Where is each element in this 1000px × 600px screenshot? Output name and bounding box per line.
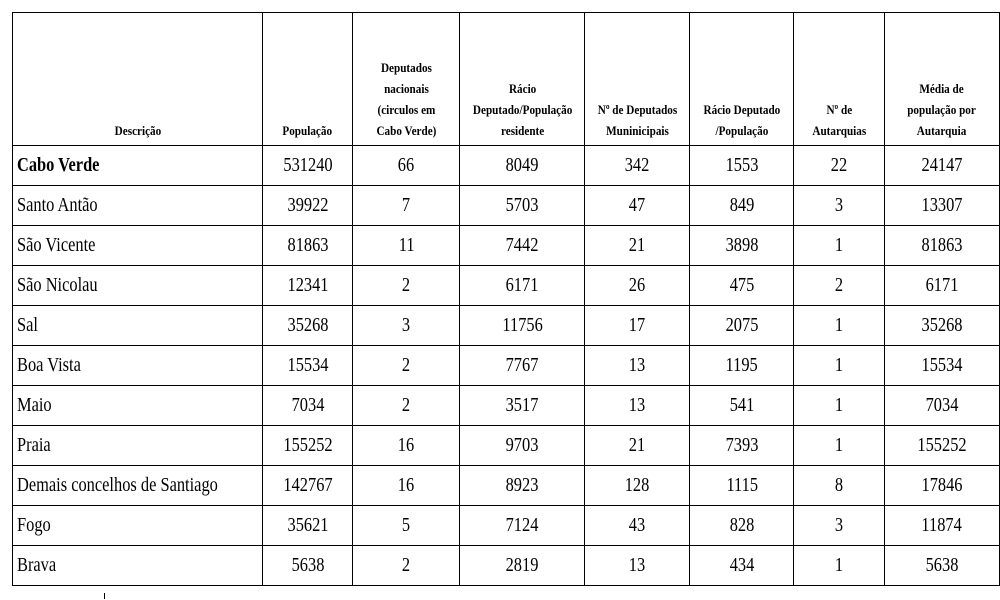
cell-value: 1 [834, 394, 844, 416]
row-label: Maio [17, 394, 52, 416]
value-cell-media-pop-autarquia [884, 506, 999, 546]
row-label: Fogo [17, 514, 51, 536]
cell-value: 8923 [505, 474, 539, 496]
value-cell-populacao [262, 226, 352, 266]
cell-value: 1553 [725, 154, 759, 176]
column-header-line: Nº de [826, 102, 852, 117]
cell-value: 26 [629, 274, 646, 296]
value-cell-deputados-municipais [585, 426, 690, 466]
cell-value: 2 [402, 554, 411, 576]
value-cell-racio-dep-pop [460, 266, 585, 306]
cell-value: 39922 [287, 194, 329, 216]
row-label-cell [13, 546, 263, 586]
row-label-cell [13, 466, 263, 506]
table-row [13, 266, 1000, 306]
cell-value: 13307 [921, 194, 963, 216]
value-cell-media-pop-autarquia [884, 466, 999, 506]
cell-value: 5703 [505, 194, 539, 216]
table-row [13, 146, 1000, 186]
cell-value: 7034 [925, 394, 959, 416]
value-cell-deputados-nacionais [353, 506, 460, 546]
cell-value: 849 [729, 194, 755, 216]
value-cell-racio-dep-pop [460, 426, 585, 466]
cell-value: 81863 [287, 234, 329, 256]
table-row [13, 426, 1000, 466]
value-cell-media-pop-autarquia [884, 306, 999, 346]
cell-value: 12341 [287, 274, 329, 296]
value-cell-deputados-municipais [585, 266, 690, 306]
table-body [13, 146, 1000, 586]
row-label-cell [13, 266, 263, 306]
cell-value: 3 [834, 514, 844, 536]
value-cell-deputados-nacionais [353, 186, 460, 226]
value-cell-deputados-municipais [585, 546, 690, 586]
cell-value: 3898 [725, 234, 759, 256]
table-row [13, 346, 1000, 386]
cell-value: 541 [729, 394, 755, 416]
cell-value: 1 [834, 234, 844, 256]
value-cell-autarquias [794, 186, 885, 226]
value-cell-racio-dep-pop [460, 346, 585, 386]
table-row [13, 186, 1000, 226]
value-cell-deputados-nacionais [353, 266, 460, 306]
cell-value: 15534 [921, 354, 963, 376]
cell-value: 5 [402, 514, 411, 536]
value-cell-racio-dep-pop [460, 386, 585, 426]
column-header-line: população por [907, 102, 977, 117]
column-header-line: Descrição [114, 123, 161, 138]
value-cell-autarquias [794, 386, 885, 426]
cell-value: 3517 [505, 394, 539, 416]
column-header-line: Deputados [380, 60, 432, 75]
column-header-line: nacionais [383, 81, 429, 96]
value-cell-populacao [262, 186, 352, 226]
cell-value: 434 [729, 554, 755, 576]
value-cell-racio-dep-pop [460, 226, 585, 266]
value-cell-populacao [262, 546, 352, 586]
value-cell-media-pop-autarquia [884, 386, 999, 426]
table-row [13, 306, 1000, 346]
cell-value: 1 [834, 554, 844, 576]
value-cell-populacao [262, 266, 352, 306]
cell-value: 5638 [291, 554, 325, 576]
row-label: Brava [17, 554, 57, 576]
row-label-cell [13, 226, 263, 266]
row-label: Boa Vista [17, 354, 81, 376]
column-header-line: Média de [919, 81, 965, 96]
cell-value: 17 [629, 314, 646, 336]
cell-value: 2819 [505, 554, 539, 576]
column-header-deputados-nacionais [360, 13, 452, 146]
value-cell-deputados-nacionais [353, 386, 460, 426]
value-cell-racio-deputado-pop [690, 146, 794, 186]
cell-value: 81863 [921, 234, 963, 256]
value-cell-racio-deputado-pop [690, 466, 794, 506]
cell-value: 2 [402, 274, 411, 296]
value-cell-racio-dep-pop [460, 306, 585, 346]
table-row [13, 506, 1000, 546]
cell-value: 35268 [921, 314, 963, 336]
cell-value: 13 [629, 394, 646, 416]
cell-value: 828 [729, 514, 755, 536]
cell-value: 8 [834, 474, 844, 496]
value-cell-racio-dep-pop [460, 546, 585, 586]
value-cell-deputados-nacionais [353, 146, 460, 186]
value-cell-autarquias [794, 466, 885, 506]
value-cell-autarquias [794, 546, 885, 586]
cell-value: 7767 [505, 354, 539, 376]
value-cell-deputados-municipais [585, 386, 690, 426]
cell-value: 342 [625, 154, 650, 176]
column-header-populacao [269, 13, 347, 146]
value-cell-media-pop-autarquia [884, 546, 999, 586]
row-label-cell [13, 346, 263, 386]
cell-value: 11874 [921, 514, 963, 536]
deputies-population-table [12, 12, 1000, 586]
table-row [13, 386, 1000, 426]
cell-value: 7124 [505, 514, 539, 536]
cell-value: 24147 [921, 154, 963, 176]
value-cell-racio-deputado-pop [690, 306, 794, 346]
cell-value: 531240 [283, 154, 333, 176]
column-header-deputados-municipais [592, 13, 682, 146]
value-cell-racio-deputado-pop [690, 546, 794, 586]
value-cell-racio-dep-pop [460, 186, 585, 226]
value-cell-deputados-nacionais [353, 306, 460, 346]
row-label: Demais concelhos de Santiago [17, 474, 218, 496]
value-cell-populacao [262, 506, 352, 546]
value-cell-deputados-municipais [585, 186, 690, 226]
cell-value: 1 [834, 434, 844, 456]
column-header-line: Cabo Verde) [376, 123, 437, 138]
cell-value: 155252 [917, 434, 967, 456]
header-row [13, 13, 1000, 146]
table-row [13, 466, 1000, 506]
table-row [13, 546, 1000, 586]
value-cell-deputados-municipais [585, 306, 690, 346]
cell-value: 47 [629, 194, 646, 216]
value-cell-racio-deputado-pop [690, 226, 794, 266]
column-header-racio-deputado-pop [697, 13, 786, 146]
value-cell-autarquias [794, 426, 885, 466]
cell-value: 3 [402, 314, 411, 336]
value-cell-autarquias [794, 266, 885, 306]
row-label: São Vicente [17, 234, 96, 256]
column-header-line: Deputado/População [472, 102, 573, 117]
row-label: São Nicolau [17, 274, 98, 296]
value-cell-populacao [262, 306, 352, 346]
cell-value: 5638 [925, 554, 959, 576]
value-cell-autarquias [794, 146, 885, 186]
cell-value: 1195 [725, 354, 758, 376]
cell-value: 2 [402, 354, 411, 376]
value-cell-deputados-municipais [585, 226, 690, 266]
value-cell-populacao [262, 426, 352, 466]
column-header-line: /População [715, 123, 769, 138]
value-cell-racio-deputado-pop [690, 426, 794, 466]
value-cell-deputados-nacionais [353, 426, 460, 466]
cell-value: 2075 [725, 314, 759, 336]
cell-value: 1115 [726, 474, 758, 496]
table-row [13, 226, 1000, 266]
cell-value: 21 [629, 234, 646, 256]
value-cell-autarquias [794, 226, 885, 266]
cell-value: 142767 [283, 474, 333, 496]
row-label-cell [13, 146, 263, 186]
value-cell-deputados-nacionais [353, 466, 460, 506]
value-cell-racio-deputado-pop [690, 346, 794, 386]
value-cell-racio-deputado-pop [690, 186, 794, 226]
column-header-descricao [30, 13, 245, 146]
column-header-line: Rácio [508, 81, 537, 96]
value-cell-populacao [262, 346, 352, 386]
cell-value: 1 [834, 354, 844, 376]
column-header-line: Rácio Deputado [703, 102, 781, 117]
column-header-line: Nº de Deputados [597, 102, 678, 117]
cell-value: 66 [398, 154, 415, 176]
cell-value: 15534 [287, 354, 329, 376]
value-cell-media-pop-autarquia [884, 266, 999, 306]
cell-value: 7393 [725, 434, 759, 456]
cell-value: 16 [398, 434, 415, 456]
value-cell-deputados-municipais [585, 346, 690, 386]
column-header-racio-dep-pop [469, 13, 577, 146]
column-header-line: Autarquia [917, 123, 967, 138]
cell-value: 7034 [291, 394, 325, 416]
cell-value: 17846 [921, 474, 963, 496]
column-header-line: Autarquias [812, 123, 867, 138]
cell-value: 35268 [287, 314, 329, 336]
value-cell-media-pop-autarquia [884, 186, 999, 226]
value-cell-deputados-municipais [585, 466, 690, 506]
value-cell-racio-deputado-pop [690, 506, 794, 546]
value-cell-deputados-nacionais [353, 226, 460, 266]
value-cell-racio-deputado-pop [690, 266, 794, 306]
value-cell-media-pop-autarquia [884, 226, 999, 266]
value-cell-autarquias [794, 346, 885, 386]
value-cell-racio-dep-pop [460, 506, 585, 546]
value-cell-autarquias [794, 306, 885, 346]
cell-value: 7 [402, 194, 411, 216]
cell-value: 43 [629, 514, 646, 536]
cell-value: 11756 [502, 314, 543, 336]
column-header-line: (circulos em [377, 102, 436, 117]
value-cell-media-pop-autarquia [884, 426, 999, 466]
cell-value: 8049 [505, 154, 539, 176]
cell-value: 3 [834, 194, 844, 216]
cell-value: 13 [629, 354, 646, 376]
cell-value: 21 [629, 434, 646, 456]
value-cell-populacao [262, 146, 352, 186]
value-cell-media-pop-autarquia [884, 346, 999, 386]
value-cell-deputados-municipais [585, 506, 690, 546]
row-label-cell [13, 306, 263, 346]
cell-value: 9703 [505, 434, 539, 456]
value-cell-racio-dep-pop [460, 466, 585, 506]
cell-value: 16 [398, 474, 415, 496]
row-label: Santo Antão [17, 194, 98, 216]
cell-value: 1 [834, 314, 844, 336]
data-table-sheet [12, 12, 1000, 586]
cell-value: 22 [830, 154, 848, 176]
cell-value: 475 [729, 274, 755, 296]
row-label: Praia [17, 434, 51, 456]
column-header-autarquias [800, 13, 878, 146]
row-label-cell [13, 386, 263, 426]
row-label-cell [13, 186, 263, 226]
value-cell-populacao [262, 466, 352, 506]
cell-value: 6171 [505, 274, 539, 296]
row-label: Cabo Verde [17, 154, 100, 176]
value-cell-deputados-municipais [585, 146, 690, 186]
row-label-cell [13, 506, 263, 546]
page-mark [104, 593, 105, 599]
cell-value: 155252 [283, 434, 333, 456]
row-label: Sal [17, 314, 38, 336]
column-header-line: residente [500, 123, 544, 138]
value-cell-populacao [262, 386, 352, 426]
cell-value: 11 [398, 234, 415, 256]
cell-value: 128 [625, 474, 650, 496]
value-cell-racio-deputado-pop [690, 386, 794, 426]
column-header-line: População [282, 123, 333, 138]
cell-value: 2 [834, 274, 844, 296]
cell-value: 6171 [925, 274, 959, 296]
cell-value: 35621 [287, 514, 329, 536]
cell-value: 2 [402, 394, 411, 416]
value-cell-deputados-nacionais [353, 546, 460, 586]
column-header-media-pop-autarquia [892, 13, 991, 146]
row-label-cell [13, 426, 263, 466]
cell-value: 7442 [505, 234, 539, 256]
cell-value: 13 [629, 554, 646, 576]
column-header-line: Muninicipais [606, 123, 669, 138]
value-cell-racio-dep-pop [460, 146, 585, 186]
value-cell-deputados-nacionais [353, 346, 460, 386]
value-cell-autarquias [794, 506, 885, 546]
value-cell-media-pop-autarquia [884, 146, 999, 186]
